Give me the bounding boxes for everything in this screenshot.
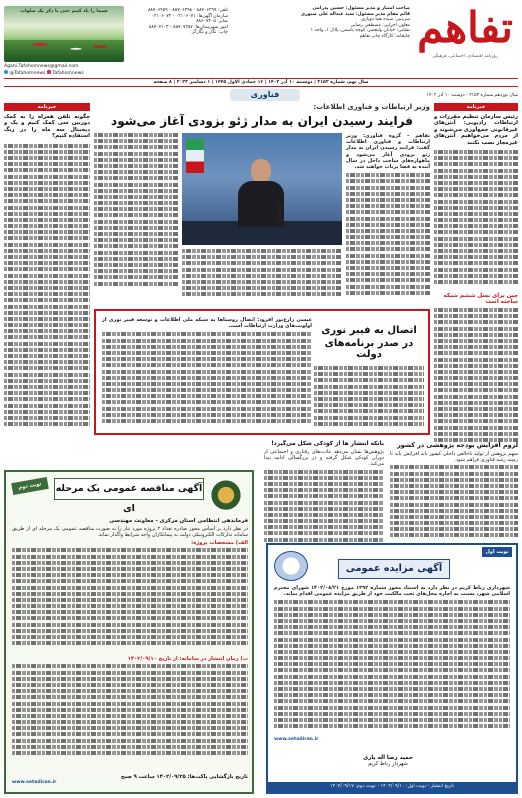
ad-left-title: آگهی مناقصه عمومی یک مرحله ای bbox=[55, 483, 203, 514]
news-right-headline: لزوم افزایش بودجه پژوهشی در کشور bbox=[397, 441, 518, 449]
ad-left-body: در نظر دارد بر اساس مجوز صادره تعداد ۲ پروژه مورد نیاز را به صورت مناقصه عمومی یک مرحله ای از طریق سامانه تدارکات الکترونیکی دولت به پیمانکاران واجد شرایط واگذار نماید. bbox=[12, 526, 248, 539]
logo bbox=[412, 2, 518, 66]
phone-line: امور شهرستان‌ها: ۸۸۷۰۷۲۵۷ - ۸۸۷۰۷۱۰۳ bbox=[148, 24, 228, 30]
print-line: چاپ: نگار و نگارگر bbox=[191, 30, 228, 36]
instagram-icon bbox=[47, 70, 51, 74]
email: Agahi.Tafahomnews@gmail.com bbox=[4, 64, 79, 69]
main-text-right bbox=[346, 133, 430, 303]
ad-right-badge-text: نوبت اول bbox=[485, 549, 509, 555]
ad-left-badge-text: نوبت دوم bbox=[18, 481, 42, 491]
ad-left-footer bbox=[12, 774, 248, 786]
ad-right-badge bbox=[482, 547, 512, 557]
phones-block bbox=[128, 8, 228, 36]
left-column bbox=[4, 103, 90, 437]
main-kicker: وزیر ارتباطات و فناوری اطلاعات: bbox=[313, 103, 430, 111]
social-handle: @Tafahomnews bbox=[9, 71, 46, 76]
phone-line: سازمان آگهی‌ها: ۰۲۱۰۶۰۷۱ - ۰۲۱۰۶۰۷۲ bbox=[151, 13, 228, 19]
telegram-icon bbox=[4, 70, 8, 74]
logo-tagline: روزنامه اقتصادی، اجتماعی، فرهنگی bbox=[432, 54, 498, 59]
ad-right-title-block bbox=[338, 559, 450, 579]
phone-line: تلفن: ۸۸۷۰۶۲۹۹ - ۸۸۷۰۶۲۹۸ - ۸۸۷۰۶۴۵۹ bbox=[147, 8, 228, 13]
issue-info: سال نوزدهم شماره ۲۱۵۳ - دوشنبه ۱۰ آذر ۱۴۰۲ bbox=[426, 93, 518, 98]
credit-line: سردبیر: سیده هما دوپاری bbox=[361, 17, 410, 23]
ad-right-signature-name: حمید رضا اله یاری bbox=[363, 755, 413, 761]
ad-left-website[interactable]: www.setadiran.ir bbox=[12, 780, 57, 786]
boxed-article bbox=[94, 309, 430, 435]
news-center-body: پژوهش‌ها نشان می‌دهد عادت‌های رفتاری و اجتماعی از دوران کودکی شکل گرفته و در بزرگسالی ادامه پیدا می‌کند. bbox=[264, 449, 384, 468]
news-center bbox=[264, 441, 384, 545]
boxed-headline-block bbox=[314, 325, 424, 432]
credit-line: معاون اجرایی: مصطفی رضایی bbox=[350, 22, 410, 28]
logo-text: تفاهم bbox=[417, 3, 513, 52]
main-text-center bbox=[182, 249, 342, 303]
ad-left bbox=[4, 470, 254, 794]
boxed-headline-2: در صدر برنامه‌های دولت bbox=[324, 338, 414, 360]
right-body-text bbox=[434, 150, 518, 290]
section-bar bbox=[4, 89, 518, 101]
news-right-body: سهم پژوهش از تولید ناخالص داخلی کشور باید افزایش یابد تا زمینه رشد فناوری فراهم شود. bbox=[390, 451, 518, 464]
boxed-body-text: عیسی زارع‌پور افزود: اتصال روستاها به شبکه ملی اطلاعات و توسعه فیبر نوری از اولویت‌های وزارت ارتباطات است. bbox=[102, 317, 312, 330]
date-strip bbox=[4, 78, 518, 87]
ad-left-badge bbox=[11, 477, 49, 495]
news-right bbox=[390, 441, 518, 545]
left-column-label bbox=[4, 103, 90, 111]
banner-image bbox=[4, 6, 124, 62]
microphone-icon bbox=[278, 203, 281, 221]
social-line bbox=[4, 70, 124, 77]
boxed-headline-1: اتصال به فیبر نوری bbox=[321, 325, 417, 336]
right-column-label bbox=[434, 103, 518, 111]
flag bbox=[186, 139, 204, 173]
social-name: Tafahomnews bbox=[52, 71, 84, 76]
ad-left-emblem-icon bbox=[206, 478, 246, 516]
ad-right-title: آگهی مزایده عمومی bbox=[345, 563, 443, 574]
left-label-text: خبرنامه bbox=[37, 104, 57, 110]
left-headline: چگونه تلفن همراه را به کمک دوربین سی کمک کنیم و یک و دیجیتال سه ماه را در رنگ استفاده کنیم؟ bbox=[4, 114, 90, 140]
ad-left-time-title: ب) زمان انتشار در سامانه: از تاریخ ۱۴۰۲/۰۹/۱۰ bbox=[127, 656, 248, 663]
credit-line: نشانی: خیابان ولیعصر، کوچه یاسمن، پلاک ۱، واحد ۱ bbox=[310, 28, 410, 34]
ad-right-signature-title: شهردار رباط کریم bbox=[368, 761, 408, 767]
left-body-text bbox=[4, 144, 90, 444]
main-headline: فرایند رسیدن ایران به مدار ژئو بزودی آغاز می‌شود bbox=[111, 114, 413, 128]
ad-right-footer-text: تاریخ انتشار - نوبت اول: ۱۴۰۲/۰۹/۱۰ - نوبت دوم: ۱۴۰۲/۰۹/۱۷ bbox=[329, 784, 455, 789]
credit-line: صاحب امتیاز و مدیر مسئول: حسین پدرامی bbox=[312, 6, 410, 11]
right-body-text-2 bbox=[434, 308, 518, 448]
masthead bbox=[0, 0, 522, 90]
ad-left-items-title: الف) مشخصات پروژه: bbox=[191, 540, 248, 547]
email-line bbox=[4, 64, 124, 70]
boxed-body bbox=[102, 317, 312, 428]
credit-line: چاپخانه: کارگاه چاپ تفاهم bbox=[359, 33, 410, 39]
ad-left-subtitle: فرماندهی انتظامی استان مرکزی - معاونت مهندسی bbox=[109, 518, 248, 524]
ad-left-footer-text: تاریخ بازگشایی پاکت‌ها: ۱۴۰۲/۰۹/۲۵ ساعت ۹ صبح bbox=[120, 774, 248, 781]
right-sub-headline: چین برای نسل ششم شبکه ساخته است bbox=[443, 293, 518, 306]
main-lead: تفاهم - گروه فناوری: وزیر ارتباطات و فناوری اطلاعات گفت: فرایند رسیدن ایران به مدار ژئو بزودی آغاز می‌شود و ماهواره‌های ساخت داخل در سال آینده به فضا پرتاب خواهند شد. bbox=[346, 133, 430, 171]
ad-left-title-block bbox=[54, 478, 204, 514]
right-label-text: خبرنامه bbox=[466, 104, 486, 110]
ad-right-body-text: شهرداری رباط کریم در نظر دارد به استناد مجوز شماره ۱۳۹۲ مورخ ۱۴۰۲/۰۸/۲۱ شورای محترم اسلامی شهر، نسبت به اجاره محل‌های تحت مالکیت خود از طریق مزایده عمومی اقدام نماید. bbox=[274, 585, 510, 598]
ad-right-footer bbox=[268, 782, 516, 792]
ad-right-emblem-icon bbox=[274, 551, 308, 581]
ad-right-website[interactable]: www.setadiran.ir bbox=[274, 737, 319, 742]
phone-line: نمابر: ۸۸۶۰۷۴۰۵ bbox=[196, 19, 228, 25]
credit-line: قائم مقام مدیر مسئول: سید عبداله علی صبوری bbox=[300, 11, 410, 17]
ad-right-signature bbox=[328, 755, 448, 767]
credits-block bbox=[232, 6, 410, 40]
ad-right-body bbox=[274, 585, 510, 736]
news-center-headline: بانکه انتشار ها از کودکی شکل می‌گیرد! bbox=[271, 441, 384, 447]
slogan-top: شیما را یاد کنیم حتی با ذکر یک صلوات bbox=[20, 9, 108, 14]
main-text-left bbox=[94, 133, 178, 303]
section-name: فناوری bbox=[250, 90, 280, 99]
ad-left-content bbox=[12, 518, 248, 762]
right-headline: رئیس سازمان تنظیم مقررات و ارتباطات رادیویی: آنتن‌های غیرقانونی جمع‌آوری می‌شوند و از مردم می‌خواهیم آنتن‌های غیرمجاز نصب نکنند bbox=[434, 114, 518, 146]
right-column bbox=[434, 103, 518, 437]
section-name-tab bbox=[230, 89, 300, 101]
minister-photo bbox=[182, 133, 342, 245]
date-line: سال نهم، شماره ۲۱۵۳ | دوشنبه ۱۰ آذر ۱۴۰۲ | ۱۶ جمادی الاول ۱۴۴۵ | ۱ دسامبر ۲۰۲۳ | ۸ صفحه bbox=[153, 80, 369, 85]
ad-right bbox=[266, 543, 518, 794]
main-article bbox=[94, 103, 430, 437]
